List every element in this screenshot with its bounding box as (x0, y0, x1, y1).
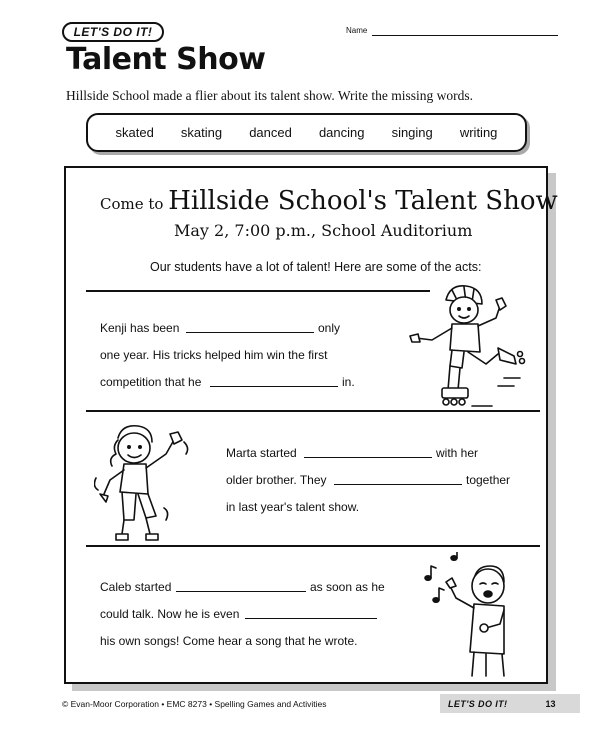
instructions: Hillside School made a flier about its talent show. Write the missing words. (66, 88, 474, 103)
divider (86, 290, 430, 292)
marta-line2-start: older brother. They (226, 473, 327, 487)
marta-blank-1[interactable] (304, 457, 432, 458)
word-bank-item: singing (391, 125, 433, 140)
caleb-line1-start: Caleb started (100, 580, 172, 594)
word-bank-item: skating (180, 125, 223, 140)
skater-boy-illustration (402, 278, 534, 414)
caleb-line3: his own songs! Come hear a song that he wrote. (100, 634, 358, 648)
footer-bar (440, 694, 580, 713)
kenji-blank-2[interactable] (210, 386, 338, 387)
marta-line1-end: with her (436, 446, 479, 460)
caleb-line2-start: could talk. Now he is even (100, 607, 240, 621)
kenji-line2: one year. His tricks helped him win the first (100, 348, 328, 362)
kenji-line1-end: only (318, 321, 341, 335)
name-field[interactable] (372, 35, 558, 36)
caleb-line1-end: as soon as he (310, 580, 385, 594)
flier-intro: Our students have a lot of talent! Here are some of the acts: (150, 260, 482, 274)
name-label: Name (346, 26, 368, 35)
page-title: Talent Show (66, 42, 266, 77)
flier-title-main: Hillside School's Talent Show (168, 186, 558, 216)
marta-blank-2[interactable] (334, 484, 462, 485)
singing-boy-illustration (420, 552, 534, 680)
footer-copyright: © Evan-Moor Corporation • EMC 8273 • Spelling Games and Activities (62, 699, 327, 709)
divider (86, 410, 540, 412)
flier-title-prefix: Come to (100, 195, 169, 213)
kenji-blank-1[interactable] (186, 332, 314, 333)
flier-title (100, 186, 558, 216)
divider (86, 545, 540, 547)
marta-line1-start: Marta started (226, 446, 297, 460)
footer-badge: LET'S DO IT! (448, 698, 508, 709)
kenji-line3-start: competition that he (100, 375, 202, 389)
marta-line3: in last year's talent show. (226, 500, 360, 514)
word-bank (86, 113, 527, 152)
flier-subtitle: May 2, 7:00 p.m., School Auditorium (174, 221, 473, 240)
word-bank-item: dancing (318, 125, 365, 140)
caleb-blank-2[interactable] (245, 618, 377, 619)
kenji-line1-start: Kenji has been (100, 321, 180, 335)
marta-line2-end: together (466, 473, 511, 487)
page-number: 13 (545, 698, 556, 709)
caleb-blank-1[interactable] (176, 591, 306, 592)
kenji-line3-end: in. (342, 375, 355, 389)
word-bank-item: danced (249, 125, 292, 140)
word-bank-item: skated (115, 125, 154, 140)
word-bank-item: writing (459, 125, 498, 140)
lets-do-it-badge: LET'S DO IT! (62, 22, 164, 42)
dancing-girl-illustration (94, 420, 196, 548)
